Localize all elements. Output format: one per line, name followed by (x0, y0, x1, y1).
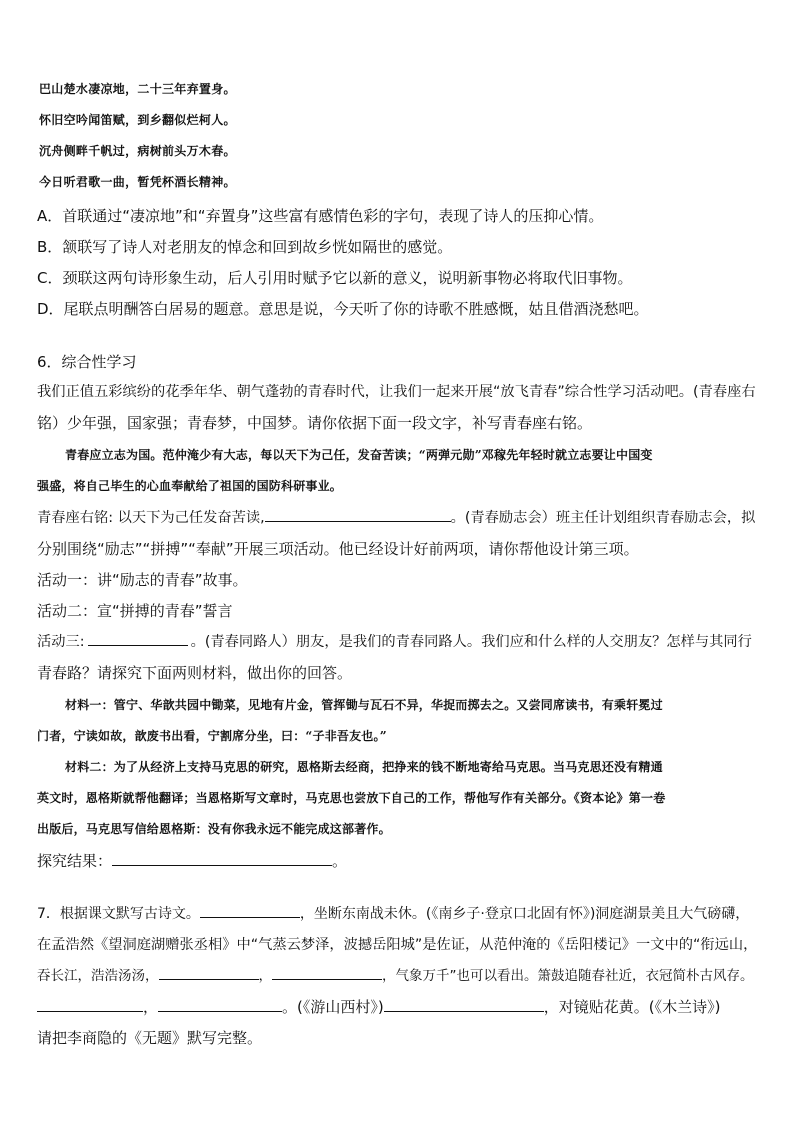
motto-prefix: 青春座右铭: 以天下为己任发奋苦读, (37, 510, 265, 526)
activity-1: 活动一：讲“励志的青春”故事。 (37, 571, 248, 589)
poem-line: 怀旧空吟闻笛赋，到乡翻似烂柯人。 (39, 113, 236, 127)
material-2-line: 材料二：为了从经济上支持马克思的研究，恩格斯去经商，把挣来的钱不断地寄给马克思。当马克思还没有精通 (65, 760, 663, 774)
option-b: B．颔联写了诗人对老朋友的悼念和回到故乡恍如隔世的感觉。 (37, 238, 453, 256)
activity-3-blank[interactable] (88, 631, 188, 646)
activity-3-suffix: 。(青春同路人）朋友，是我们的青春同路人。我们应和什么样的人交朋友？怎样与其同行 (190, 634, 752, 650)
q7-line (37, 965, 754, 987)
q7-blank-3[interactable] (272, 965, 382, 980)
q7-line: 请把李商隐的《无题》默写完整。 (37, 1029, 263, 1047)
q7-blank-6[interactable] (384, 997, 544, 1012)
q6-story-line: 强盛，将自己毕生的心血奉献给了祖国的国防科研事业。 (37, 479, 343, 493)
activity-2: 活动二：宣“拼搏的青春”誓言 (37, 602, 233, 620)
explore-line: 青春路？请探究下面两则材料，做出你的回答。 (37, 664, 353, 682)
result-prefix: 探究结果： (37, 852, 113, 870)
q7-line4-comma: ， (143, 998, 159, 1016)
q7-line4-suffix: ，对镜贴花黄。(《木兰诗》) (543, 998, 721, 1016)
q7-blank-5[interactable] (158, 997, 282, 1012)
result-suffix: 。 (332, 852, 348, 870)
poem (37, 80, 236, 204)
result-line (37, 850, 347, 872)
poem-line: 今日听君歌一曲，暂凭杯酒长精神。 (39, 175, 236, 189)
motto-line (37, 507, 755, 529)
q6-intro-line: 我们正值五彩缤纷的花季年华、朝气蓬勃的青春时代，让我们一起来开展“放飞青春”综合性学习活动吧。(青春座右 (37, 384, 756, 400)
q7-line3-comma: ， (258, 968, 272, 984)
q7-line (37, 996, 720, 1018)
q7-prefix: 7．根据课文默写古诗文。 (37, 906, 200, 922)
option-d: D．尾联点明酬答白居易的题意。意思是说，今天听了你的诗歌不胜感慨，姑且借酒浇愁吧。 (37, 300, 649, 318)
poem-line: 巴山楚水凄凉地，二十三年弃置身。 (39, 82, 236, 96)
poem-line: 沉舟侧畔千帆过，病树前头万木春。 (39, 144, 236, 158)
motto-answer-blank[interactable] (265, 507, 451, 522)
material-2-line: 英文时，恩格斯就帮他翻译；当恩格斯写文章时，马克思也尝放下自己的工作，帮他写作有关部分。《资本论》第一卷 (37, 791, 666, 805)
option-c: C．颈联这两句诗形象生动，后人引用时赋予它以新的意义，说明新事物必将取代旧事物。 (37, 269, 633, 287)
plan-line: 分别围绕“励志”“拼搏”“奉献”开展三项活动。他已经设计好前两项，请你帮他设计第三项。 (37, 540, 639, 558)
q7-line (37, 903, 749, 925)
result-answer-blank[interactable] (112, 851, 332, 866)
q7-blank-4[interactable] (37, 997, 143, 1012)
activity-3-prefix: 活动三: (37, 634, 85, 650)
activity-3-line (37, 631, 752, 653)
q7-blank-1[interactable] (200, 903, 300, 918)
q7-line: 在孟浩然《望洞庭湖赠张丞相》中“气蒸云梦泽，波撼岳阳城”是佐证，从范仲淹的《岳阳楼记》一文中的“衔远山， (37, 937, 758, 953)
q7-line3-prefix: 吞长江，浩浩汤汤， (37, 968, 159, 984)
q6-story-line: 青春应立志为国。范仲淹少有大志，每以天下为己任，发奋苦读；“两弹元勋”邓稼先年轻时就立志要让中国变 (65, 448, 653, 462)
q7-suffix: ，坐断东南战未休。(《南乡子·登京口北固有怀》)洞庭湖景美且大气磅礴， (299, 906, 750, 922)
question-6-title: 6．综合性学习 (37, 353, 137, 371)
material-1-line: 门者，宁读如故，歆废书出看，宁割席分坐，曰：“子非吾友也。” (37, 729, 387, 743)
q7-line4-mid: 。(《游山西村》) (282, 998, 384, 1016)
material-1-line: 材料一：管宁、华歆共园中锄菜，见地有片金，管挥锄与瓦石不异，华捉而掷去之。又尝同席读书，有乘轩冕过 (65, 698, 663, 712)
q7-blank-2[interactable] (159, 965, 259, 980)
motto-suffix: 。(青春励志会）班主任计划组织青春励志会，拟 (450, 510, 756, 526)
material-2-line: 出版后，马克思写信给恩格斯：没有你我永远不能完成这部著作。 (37, 822, 391, 836)
q6-intro-line: 铭）少年强，国家强；青春梦，中国梦。请你依据下面一段文字，补写青春座右铭。 (37, 414, 593, 432)
option-a: A．首联通过“凄凉地”和“弃置身”这些富有感情色彩的字句，表现了诗人的压抑心情。 (37, 207, 604, 225)
q7-line3-suffix: ，气象万千”也可以看出。箫鼓追随春社近，衣冠简朴古风存。 (382, 968, 754, 984)
